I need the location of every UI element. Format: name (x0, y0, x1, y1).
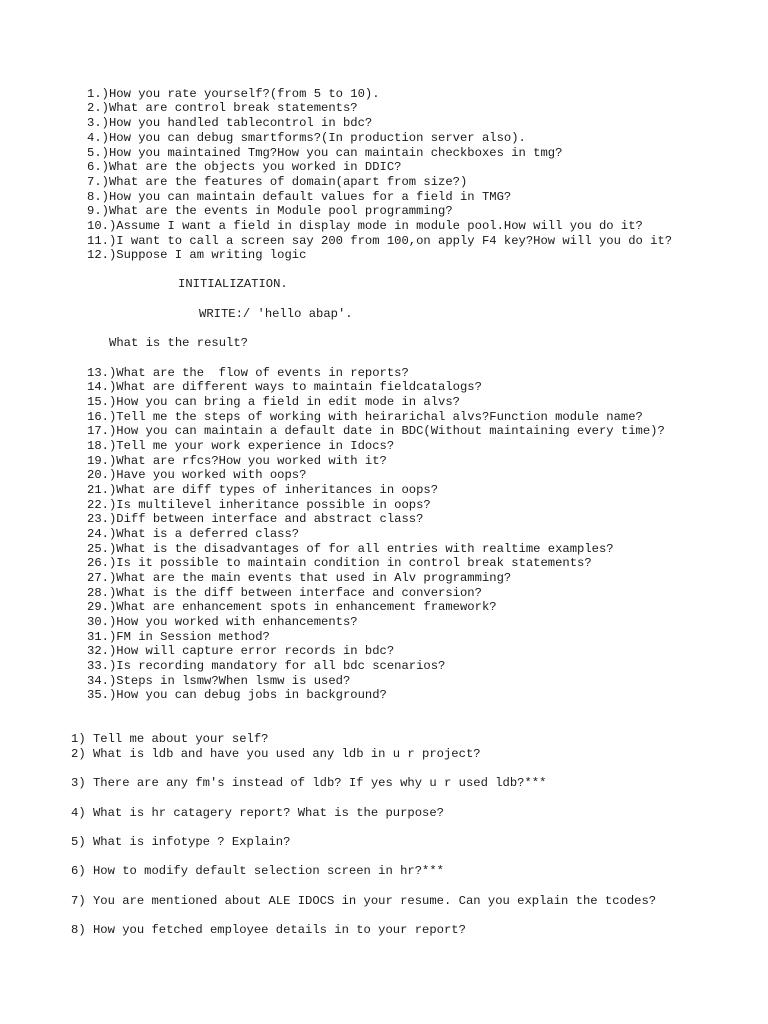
list-item: 18.)Tell me your work experience in Idocs? (87, 439, 395, 453)
list-item: 5.)How you maintained Tmg?How you can maintain checkboxes in tmg? (87, 146, 563, 160)
list-item: 32.)How will capture error records in bdc? (87, 644, 395, 658)
list-item: 7.)What are the features of domain(apart from size?) (87, 175, 468, 189)
list-item: 4.)How you can debug smartforms?(In production server also). (87, 131, 526, 145)
list-item: 30.)How you worked with enhancements? (87, 615, 358, 629)
list-item: 15.)How you can bring a field in edit mode in alvs? (87, 395, 460, 409)
list-item: 9.)What are the events in Module pool programming? (87, 204, 453, 218)
list-item: 29.)What are enhancement spots in enhancement framework? (87, 600, 497, 614)
list-item: 10.)Assume I want a field in display mode in module pool.How will you do it? (87, 219, 643, 233)
list-item: 33.)Is recording mandatory for all bdc scenarios? (87, 659, 446, 673)
list-item: 7) You are mentioned about ALE IDOCS in your resume. Can you explain the tcodes? (71, 894, 657, 908)
list-item: 5) What is infotype ? Explain? (71, 835, 291, 849)
list-item: 17.)How you can maintain a default date in BDC(Without maintaining every time)? (87, 424, 665, 438)
list-item: 24.)What is a deferred class? (87, 527, 300, 541)
list-item: 11.)I want to call a screen say 200 from 100,on apply F4 key?How will you do it? (87, 234, 673, 248)
list-item: 27.)What are the main events that used in Alv programming? (87, 571, 512, 585)
list-item: 3) There are any fm's instead of ldb? If yes why u r used ldb?*** (71, 776, 547, 790)
list-item: 1) Tell me about your self? (71, 732, 269, 746)
list-item: 6.)What are the objects you worked in DDIC? (87, 160, 402, 174)
list-item: 23.)Diff between interface and abstract class? (87, 512, 424, 526)
list-item: 12.)Suppose I am writing logic (87, 248, 307, 262)
list-item: 28.)What is the diff between interface and conversion? (87, 586, 482, 600)
list-item: 21.)What are diff types of inheritances in oops? (87, 483, 439, 497)
list-item: 16.)Tell me the steps of working with heirarichal alvs?Function module name? (87, 410, 643, 424)
list-item: 25.)What is the disadvantages of for all entries with realtime examples? (87, 542, 614, 556)
list-item: 26.)Is it possible to maintain condition in control break statements? (87, 556, 592, 570)
list-item: 31.)FM in Session method? (87, 630, 270, 644)
list-item: 6) How to modify default selection screen in hr?*** (71, 864, 444, 878)
list-item: 2.)What are control break statements? (87, 101, 358, 115)
code-line-write: WRITE:/ 'hello abap'. (199, 307, 353, 321)
list-item: 4) What is hr catagery report? What is the purpose? (71, 806, 444, 820)
result-question: What is the result? (109, 336, 248, 350)
list-item: 3.)How you handled tablecontrol in bdc? (87, 116, 373, 130)
list-item: 2) What is ldb and have you used any ldb in u r project? (71, 747, 481, 761)
list-item: 8.)How you can maintain default values for a field in TMG? (87, 190, 512, 204)
list-item: 8) How you fetched employee details in to your report? (71, 923, 466, 937)
code-line-initialization: INITIALIZATION. (178, 277, 288, 291)
list-item: 1.)How you rate yourself?(from 5 to 10). (87, 87, 380, 101)
list-item: 34.)Steps in lsmw?When lsmw is used? (87, 674, 351, 688)
list-item: 35.)How you can debug jobs in background? (87, 688, 387, 702)
list-item: 13.)What are the flow of events in reports? (87, 366, 409, 380)
list-item: 22.)Is multilevel inheritance possible in oops? (87, 498, 431, 512)
list-item: 19.)What are rfcs?How you worked with it? (87, 454, 387, 468)
list-item: 20.)Have you worked with oops? (87, 468, 307, 482)
list-item: 14.)What are different ways to maintain fieldcatalogs? (87, 380, 482, 394)
